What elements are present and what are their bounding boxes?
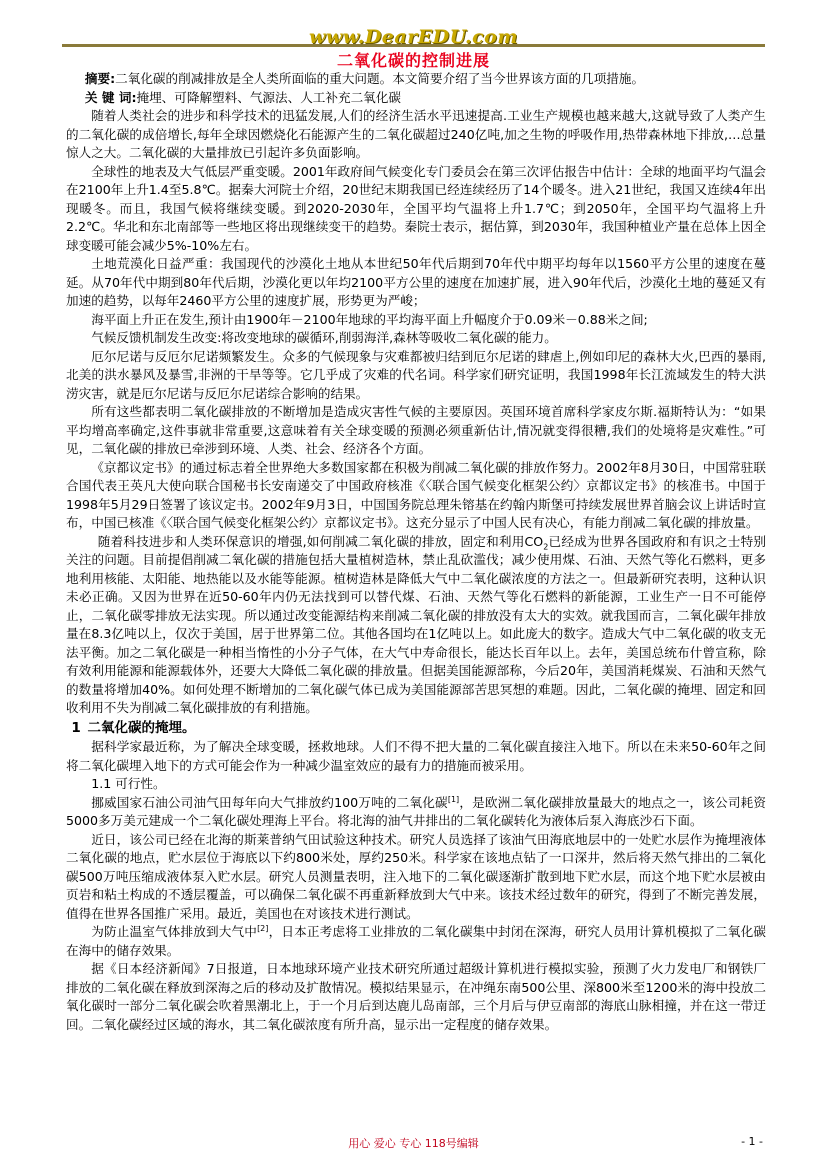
paragraph-causes: 所有这些都表明二氧化碳排放的不断增加是造成灾害性气候的主要原因。英国环境首席科学家皮尔斯.福斯特认为：“如果平均增高率确定,这件事就非常重要,这意味着有关全球变暖的预测必须重新估计,情况就变得很糟,我们的处境将是灾难性。”可见，二氧化碳的排放已牵涉到环境、人类、社会、经济各个方面。 [66, 404, 766, 456]
site-logo: www.DearEDU.com [309, 26, 518, 48]
paragraph-co2-measures: 随着科技进步和人类环保意识的增强,如何削减二氧化碳的排放，固定和利用$CO_2$已经成为世界各国政府和有识之士特别关注的问题。目前提倡削减二氧化碳的措施包括大量植树造林，禁止乱砍滥伐；减少使用煤、石油、天然气等化石燃料，更多地利用核能、太阳能、地热能以及水能等能源。植树造林是降低大气中二氧化碳浓度的方法之一。但最新研究表明，这种认识未必正确。又因为世界在近50-60年内仍无法找到可以替代煤、石油、天然气等化石燃料的新能源，工业生产一日不可能停止，二氧化碳零排放无法实现。所以通过改变能源结构来削减二氧化碳的排放没有太大的实效。就我国而言，二氧化碳年排放量在8.3亿吨以上，仅次于美国，居于世界第二位。其他各国均在1亿吨以上。如此庞大的数字。造成大气中二氧化碳的收支无法平衡。加之二氧化碳是一种相当惰性的小分子气体，在大气中寿命很长，能达长百年以上。去年，美国总统布什曾宣称，除有效利用能源和能源载体外，还要大大降低二氧化碳的排放量。但据美国能源部称，今后20年，美国消耗煤炭、石油和天然气的数量将增加40%。如何处理不断增加的二氧化碳气体已成为美国能源部苦思冥想的难题。因此，二氧化碳的掩埋、固定和回收利用不失为削减二氧化碳排放的有利措施。 [66, 533, 766, 715]
abstract [66, 70, 766, 89]
citation-2: [2] [257, 923, 269, 933]
page-number: - 1 - [741, 1135, 763, 1148]
abstract-text: 二氧化碳的削减排放是全人类所面临的重大问题。本文简要介绍了当今世界该方面的几项措施。 [115, 71, 645, 86]
paragraph-kyoto: 《京都议定书》的通过标志着全世界绝大多数国家都在积极为削减二氧化碳的排放作努力。2002年8月30日，中国常驻联合国代表王英凡大使向联合国秘书长安南递交了中国政府核准《〈联合国气候变化框架公约〉京都议定书》的核准书。中国于1998年5月29日签署了该议定书。2002年9月3日，中国国务院总理朱镕基在约翰内斯堡可持续发展世界首脑会议上讲话时宣布，中国已核准《〈联合国气候变化框架公约〉京都议定书》。这充分显示了中国人民有决心，有能力削减二氧化碳的排放量。 [66, 459, 766, 530]
paragraph-norway: 挪威国家石油公司油气田每年向大气排放约100万吨的二氧化碳[1]，是欧洲二氧化碳排放量最大的地点之一，该公司耗资5000多万美元建成一个二氧化碳处理海上平台。将北海的油气井排出的二氧化碳转化为液体后泵入海底沙石下面。 [66, 794, 767, 828]
citation-1: [1] [447, 794, 460, 804]
keywords-label: 关 键 词: [84, 89, 137, 105]
paragraph-desertification: 土地荒漠化日益严重：我国现代的沙漠化土地从本世纪50年代后期到70年代中期平均每年以1560平方公里的速度在蔓延。从70年代中期到80年代后期，沙漠化更以年均2100平方公里的速度在加速扩展，进入90年代后，沙漠化土地的蔓延又有加速的趋势，以每年2460平方公里的速度扩展，形势更为严峻； [66, 256, 766, 308]
paragraph-warming: 全球性的地表及大气低层严重变暖。2001年政府间气候变化专门委员会在第三次评估报告中估计：全球的地面平均气温会在2100年上升1.4至5.8℃。据秦大河院士介绍，20世纪末期我国已经连续经历了14个暖冬。进入21世纪，我国又连续4年出现暖冬。而且，我国气候将继续变暖。到2020-2030年，全国平均气温将上升1.7℃；到2050年，全国平均气温将上升2.2℃。华北和东北南部等一些地区将出现继续变干的趋势。秦院士表示，据估算，到2030年，我国种植业产量在总体上因全球变暖可能会减少5%-10%左右。 [66, 163, 766, 253]
page-header [62, 26, 765, 50]
paragraph-feedback: 气候反馈机制发生改变:将改变地球的碳循环,削弱海洋,森林等吸收二氧化碳的能力。 [91, 330, 557, 345]
keywords-text: 掩埋、可降解塑料、气源法、人工补充二氧化碳 [136, 89, 401, 105]
abstract-label: 摘要: [84, 71, 116, 86]
paragraph-sea-level: 海平面上升正在发生,预计由1900年－2100年地球的平均海平面上升幅度介于0.09米－0.88米之间; [91, 311, 648, 327]
keywords [66, 89, 766, 108]
document-title: 二氧化碳的控制进展 [336, 51, 490, 70]
footer-text: 用心 爱心 专心 118号编辑 [348, 1137, 479, 1150]
document-body [66, 70, 766, 1034]
paragraph-burial: 据科学家最近称，为了解决全球变暖，拯救地球。人们不得不把大量的二氧化碳直接注入地下。所以在未来50-60年之间将二氧化碳埋入地下的方式可能会作为一种减少温室效应的最有力的措施而被采用。 [66, 739, 766, 773]
section-1-heading: 1 二氧化碳的掩埋。 [71, 719, 196, 736]
paragraph-sleipner: 近日，该公司已经在北海的斯莱普纳气田试验这种技术。研究人员选择了该油气田海底地层中的一处贮水层作为掩埋液体二氧化碳的地点，贮水层位于海底以下约800米处，厚约250米。科学家在该地点钻了一口深井，然后将天然气排出的二氧化碳500万吨压缩成液体泵入贮水层。研究人员测量表明，注入地下的二氧化碳逐渐扩散到地下贮水层，而这个地下贮水层被由页岩和粘土构成的不透层覆盖，可以确保二氧化碳不再重新释放到大气中来。该技术经过数年的研究，得到了不断完善发展，值得在世界各国推广采用。最近，美国也在对该技术进行测试。 [66, 831, 766, 921]
paragraph-intro: 随着人类社会的进步和科学技术的迅猛发展,人们的经济生活水平迅速提高.工业生产规模也越来越大,这就导致了人类产生的二氧化碳的成倍增长,每年全球因燃烧化石能源产生的二氧化碳超过240亿吨,加之生物的呼吸作用,热带森林地下排放,…总量惊人之大。二氧化碳的大量排放已引起许多负面影响。 [66, 108, 766, 160]
paragraph-el-nino: 厄尔尼诺与反厄尔尼诺频繁发生。众多的气候现象与灾难都被归结到厄尔尼诺的肆虐上,例如印尼的森林大火,巴西的暴雨,北美的洪水暴风及暴雪,非洲的干旱等等。它几乎成了灾难的代名词。科学家们研究证明，我国1998年长江流域发生的特大洪涝灾害，就是厄尔尼诺与反厄尔尼诺综合影响的结果。 [66, 348, 766, 401]
subsection-feasibility: 1.1 可行性。 [91, 776, 166, 791]
paragraph-nikkei: 据《日本经济新闻》7日报道，日本地球环境产业技术研究所通过超级计算机进行模拟实验，预测了火力发电厂和钢铁厂排放的二氧化碳在释放到深海之后的移动及扩散情况。模拟结果显示，在冲绳东南500公里、深800米至1200米的海中投放二氧化碳时一部分二氧化碳会吹着黑潮北上，于一个月后到达鹿儿岛南部，三个月后与伊豆南部的海底山脉相撞，并在这一带迂回。二氧化碳经过区域的海水，其二氧化碳浓度有所升高，显示出一定程度的储存效果。 [66, 961, 766, 1032]
paragraph-japan: 为防止温室气体排放到大气中[2]，日本正考虑将工业排放的二氧化碳集中封闭在深海，研究人员用计算机模拟了二氧化碳在海中的储存效果。 [66, 923, 767, 958]
page-footer [0, 1135, 827, 1157]
